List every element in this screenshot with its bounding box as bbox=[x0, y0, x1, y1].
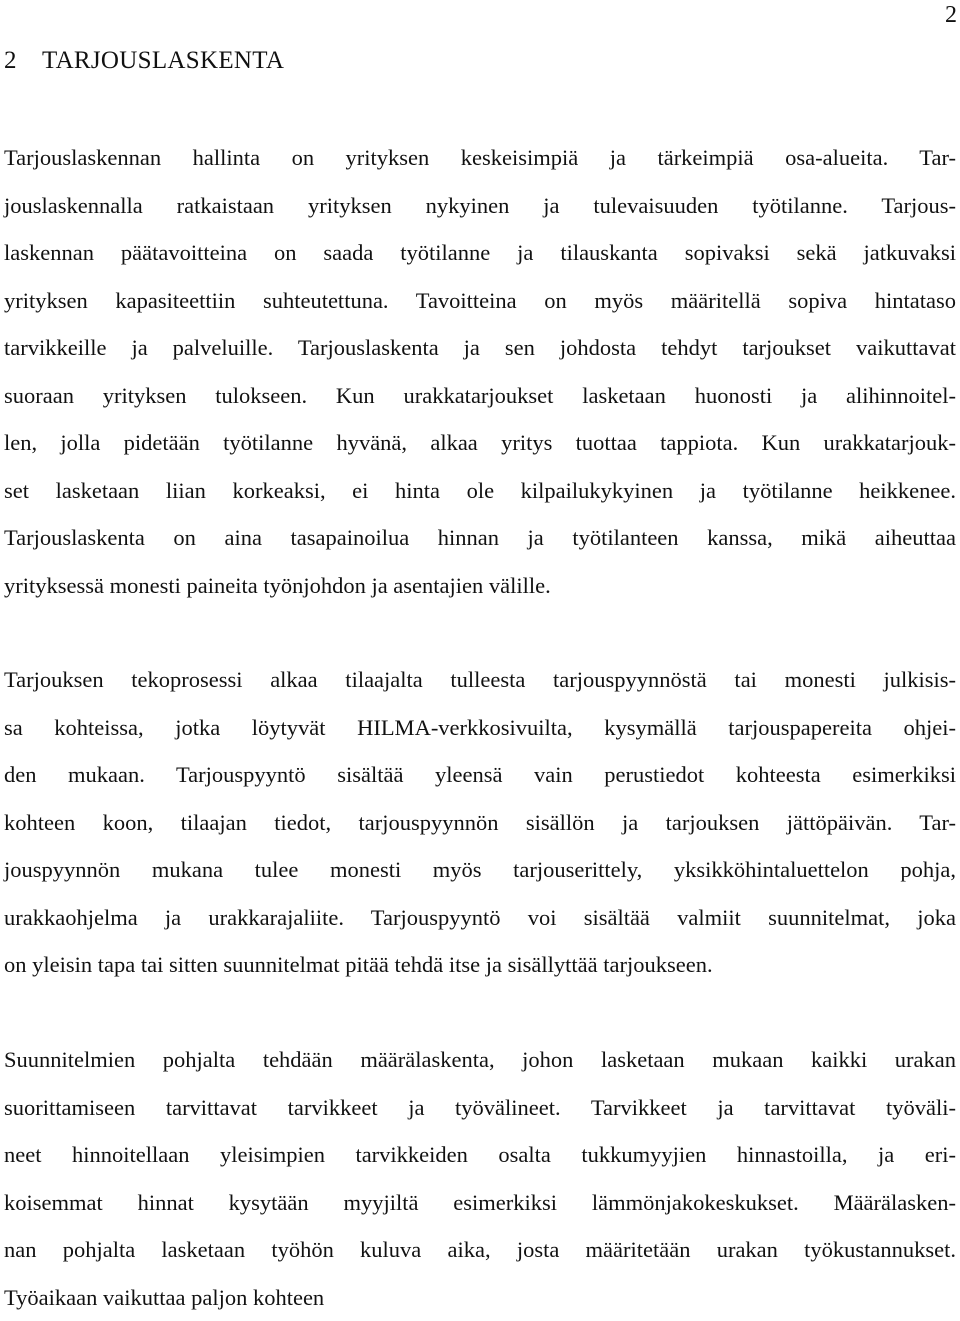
paragraph-2 bbox=[4, 656, 956, 989]
paragraph-line: on yleisin tapa tai sitten suunnitelmat pitää tehdä itse ja sisällyttää tarjoukseen. bbox=[4, 941, 956, 989]
paragraph-line: Työaikaan vaikuttaa paljon kohteen bbox=[4, 1274, 956, 1321]
paragraph-line: tarvikkeille ja palveluille. Tarjouslaskenta ja sen johdosta tehdyt tarjoukset vaikuttavat bbox=[4, 324, 956, 372]
paragraph-line: jouspyynnön mukana tulee monesti myös tarjouserittely, yksikköhintaluettelon pohja, bbox=[4, 846, 956, 894]
paragraph-line: Suunnitelmien pohjalta tehdään määrälaskenta, johon lasketaan mukaan kaikki urakan bbox=[4, 1036, 956, 1084]
paragraph-1 bbox=[4, 134, 956, 609]
section-heading bbox=[4, 44, 284, 78]
paragraph-line: yrityksessä monesti paineita työnjohdon ja asentajien välille. bbox=[4, 562, 956, 610]
paragraph-line: Tarjouslaskennan hallinta on yrityksen keskeisimpiä ja tärkeimpiä osa-alueita. Tar- bbox=[4, 134, 956, 182]
page-number: 2 bbox=[945, 0, 957, 30]
paragraph-line: Tarjouksen tekoprosessi alkaa tilaajalta tulleesta tarjouspyynnöstä tai monesti julkisis- bbox=[4, 656, 956, 704]
paragraph-line: den mukaan. Tarjouspyyntö sisältää yleensä vain perustiedot kohteesta esimerkiksi bbox=[4, 751, 956, 799]
paragraph-line: set lasketaan liian korkeaksi, ei hinta ole kilpailukykyinen ja työtilanne heikkenee. bbox=[4, 467, 956, 515]
paragraph-line: jouslaskennalla ratkaistaan yrityksen nykyinen ja tulevaisuuden työtilanne. Tarjous- bbox=[4, 182, 956, 230]
paragraph-line: koisemmat hinnat kysytään myyjiltä esimerkiksi lämmönjakokeskukset. Määrälasken- bbox=[4, 1179, 956, 1227]
section-title: TARJOUSLASKENTA bbox=[42, 47, 284, 74]
paragraph-line: sa kohteissa, jotka löytyvät HILMA-verkkosivuilta, kysymällä tarjouspapereita ohjei- bbox=[4, 704, 956, 752]
paragraph-line: Tarjouslaskenta on aina tasapainoilua hinnan ja työtilanteen kanssa, mikä aiheuttaa bbox=[4, 514, 956, 562]
paragraph-line: neet hinnoitellaan yleisimpien tarvikkeiden osalta tukkumyyjien hinnastoilla, ja eri- bbox=[4, 1131, 956, 1179]
paragraph-3 bbox=[4, 1036, 956, 1321]
section-number: 2 bbox=[4, 44, 42, 78]
paragraph-line: kohteen koon, tilaajan tiedot, tarjouspyynnön sisällön ja tarjouksen jättöpäivän. Tar- bbox=[4, 799, 956, 847]
paragraph-line: laskennan päätavoitteina on saada työtilanne ja tilauskanta sopivaksi sekä jatkuvaksi bbox=[4, 229, 956, 277]
paragraph-line: nan pohjalta lasketaan työhön kuluva aika, josta määritetään urakan työkustannukset. bbox=[4, 1226, 956, 1274]
paragraph-line: urakkaohjelma ja urakkarajaliite. Tarjouspyyntö voi sisältää valmiit suunnitelmat, joka bbox=[4, 894, 956, 942]
paragraph-line: yrityksen kapasiteettiin suhteutettuna. Tavoitteina on myös määritellä sopiva hintataso bbox=[4, 277, 956, 325]
paragraph-line: len, jolla pidetään työtilanne hyvänä, alkaa yritys tuottaa tappiota. Kun urakkatarjouk- bbox=[4, 419, 956, 467]
paragraph-line: suorittamiseen tarvittavat tarvikkeet ja työvälineet. Tarvikkeet ja tarvittavat työväli- bbox=[4, 1084, 956, 1132]
paragraph-line: suoraan yrityksen tulokseen. Kun urakkatarjoukset lasketaan huonosti ja alihinnoitel- bbox=[4, 372, 956, 420]
